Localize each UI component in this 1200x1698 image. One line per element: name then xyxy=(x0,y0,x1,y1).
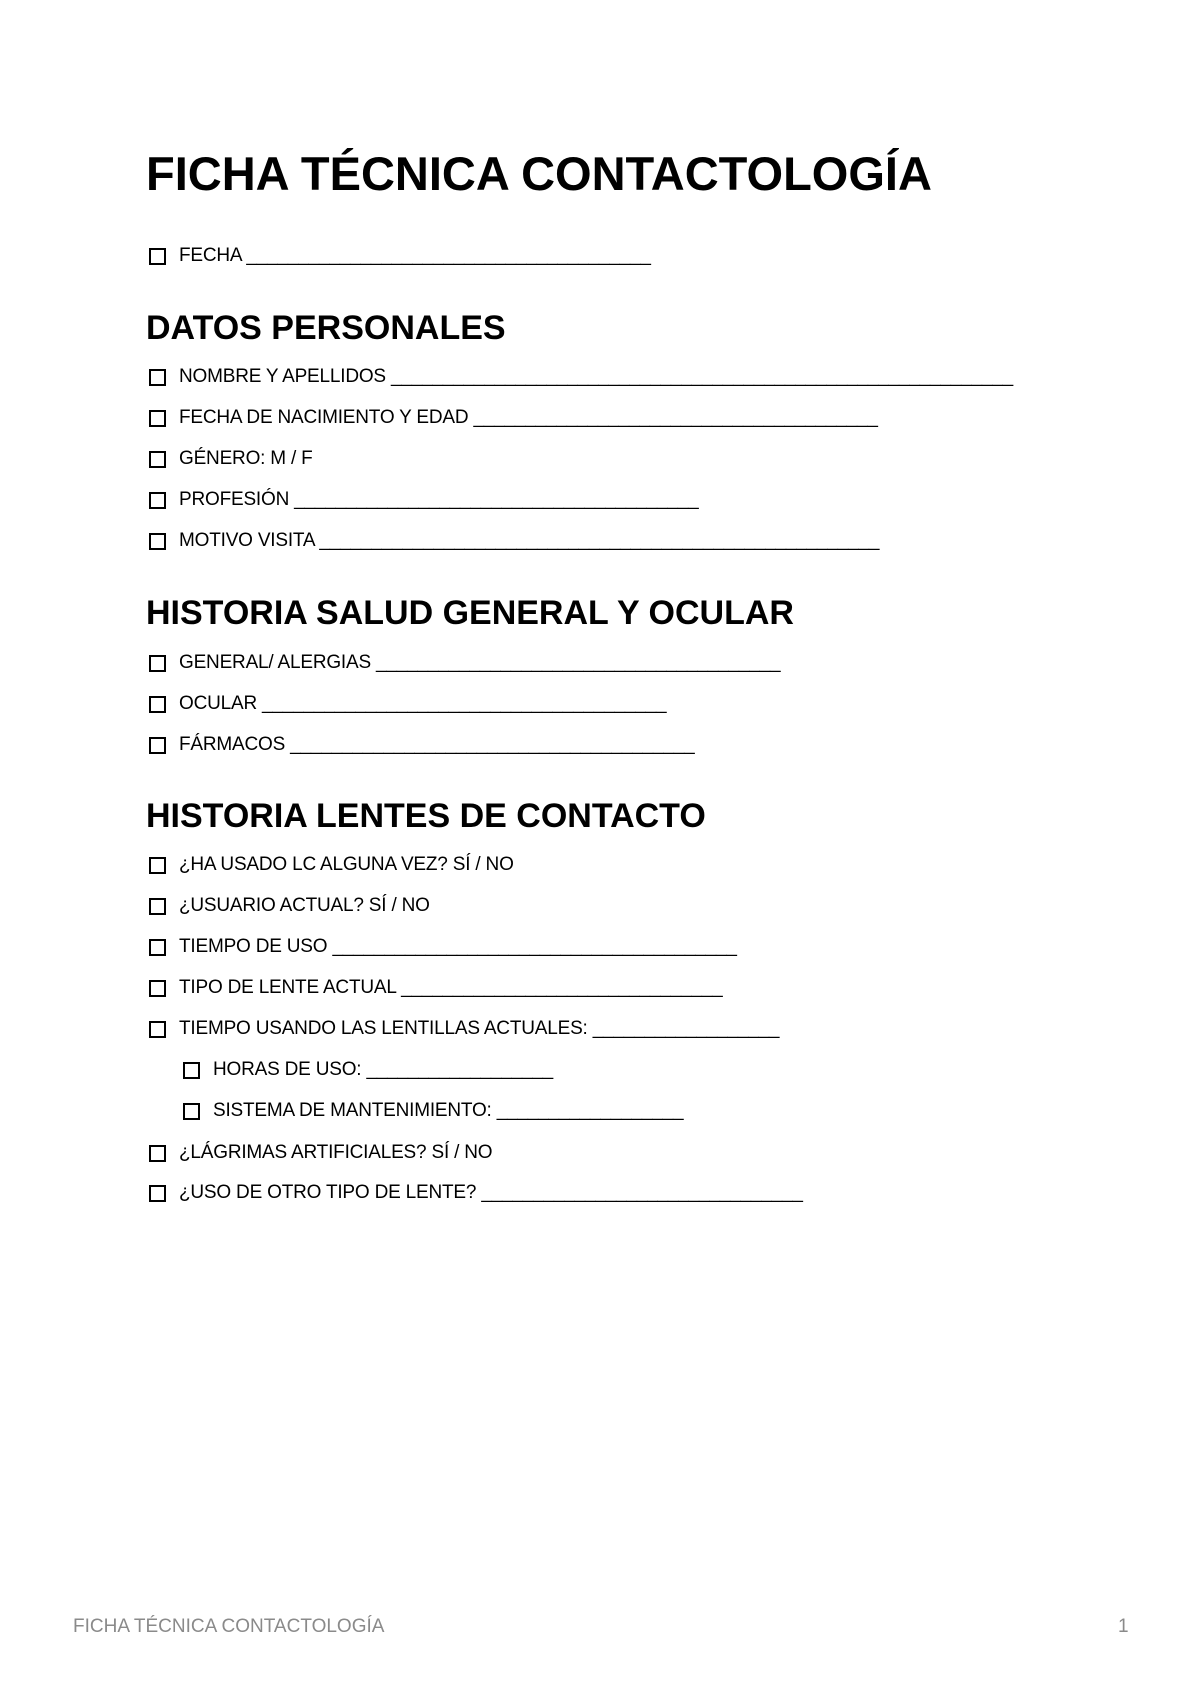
checkbox-icon[interactable] xyxy=(149,492,166,509)
item-label: TIEMPO USANDO LAS LENTILLAS ACTUALES: __________________ xyxy=(179,1018,780,1039)
item-label: TIPO DE LENTE ACTUAL _______________________________ xyxy=(179,977,723,998)
item-label: FECHA _______________________________________ xyxy=(179,245,651,266)
checkbox-icon[interactable] xyxy=(149,248,166,265)
page-number: 1 xyxy=(1118,1616,1129,1637)
checkbox-icon[interactable] xyxy=(149,451,166,468)
item-label: PROFESIÓN _______________________________________ xyxy=(179,489,699,510)
checkbox-icon[interactable] xyxy=(149,410,166,427)
checklist-item-tiempo-de-uso[interactable] xyxy=(149,932,737,962)
checkbox-icon[interactable] xyxy=(149,533,166,550)
checklist-item-fecha[interactable] xyxy=(149,241,651,271)
checkbox-icon[interactable] xyxy=(149,857,166,874)
item-label: TIEMPO DE USO _______________________________________ xyxy=(179,936,737,957)
checkbox-icon[interactable] xyxy=(149,696,166,713)
item-label: SISTEMA DE MANTENIMIENTO: __________________ xyxy=(213,1100,684,1121)
checkbox-icon[interactable] xyxy=(149,1145,166,1162)
item-label: GENERAL/ ALERGIAS _______________________________________ xyxy=(179,652,781,673)
checklist-subitem-horas-de-uso[interactable] xyxy=(183,1055,553,1085)
checklist-item-lagrimas[interactable] xyxy=(149,1138,492,1168)
item-label: HORAS DE USO: __________________ xyxy=(213,1059,554,1080)
item-label: FECHA DE NACIMIENTO Y EDAD _______________________________________ xyxy=(179,407,878,428)
document-title: FICHA TÉCNICA CONTACTOLOGÍA xyxy=(146,147,932,200)
checkbox-icon[interactable] xyxy=(183,1103,200,1120)
checkbox-icon[interactable] xyxy=(149,655,166,672)
item-label: FÁRMACOS _______________________________________ xyxy=(179,734,695,755)
item-label: OCULAR _______________________________________ xyxy=(179,693,667,714)
item-label: MOTIVO VISITA ______________________________________________________ xyxy=(179,530,880,551)
checklist-subitem-mantenimiento[interactable] xyxy=(183,1096,683,1126)
checklist-item-farmacos[interactable] xyxy=(149,730,694,760)
checklist-item-tipo-de-lente[interactable] xyxy=(149,973,722,1003)
item-label: NOMBRE Y APELLIDOS ____________________________________________________________ xyxy=(179,366,1013,387)
section-heading-personal: DATOS PERSONALES xyxy=(146,309,506,347)
section-heading-lenses: HISTORIA LENTES DE CONTACTO xyxy=(146,797,706,835)
checklist-item-general-alergias[interactable] xyxy=(149,648,780,678)
checklist-item-genero[interactable] xyxy=(149,444,313,474)
footer-title: FICHA TÉCNICA CONTACTOLOGÍA xyxy=(73,1616,385,1637)
checkbox-icon[interactable] xyxy=(149,369,166,386)
checkbox-icon[interactable] xyxy=(149,1185,166,1202)
checkbox-icon[interactable] xyxy=(149,980,166,997)
item-label: ¿USUARIO ACTUAL? SÍ / NO xyxy=(179,895,430,916)
item-label: ¿LÁGRIMAS ARTIFICIALES? SÍ / NO xyxy=(179,1142,493,1163)
checklist-item-motivo-visita[interactable] xyxy=(149,526,879,556)
checkbox-icon[interactable] xyxy=(149,1021,166,1038)
section-heading-health: HISTORIA SALUD GENERAL Y OCULAR xyxy=(146,594,794,632)
checklist-item-usuario-actual[interactable] xyxy=(149,891,430,921)
checkbox-icon[interactable] xyxy=(149,939,166,956)
checkbox-icon[interactable] xyxy=(183,1062,200,1079)
item-label: GÉNERO: M / F xyxy=(179,448,313,469)
checklist-item-ha-usado-lc[interactable] xyxy=(149,850,514,880)
checklist-item-otro-tipo-lente[interactable] xyxy=(149,1178,803,1208)
checklist-item-ocular[interactable] xyxy=(149,689,666,719)
checklist-item-fecha-nacimiento[interactable] xyxy=(149,403,878,433)
checkbox-icon[interactable] xyxy=(149,737,166,754)
item-label: ¿USO DE OTRO TIPO DE LENTE? _______________________________ xyxy=(179,1182,803,1203)
checklist-item-profesion[interactable] xyxy=(149,485,699,515)
item-label: ¿HA USADO LC ALGUNA VEZ? SÍ / NO xyxy=(179,854,514,875)
checkbox-icon[interactable] xyxy=(149,898,166,915)
checklist-item-tiempo-lentillas[interactable] xyxy=(149,1014,779,1044)
checklist-item-nombre[interactable] xyxy=(149,362,1013,392)
